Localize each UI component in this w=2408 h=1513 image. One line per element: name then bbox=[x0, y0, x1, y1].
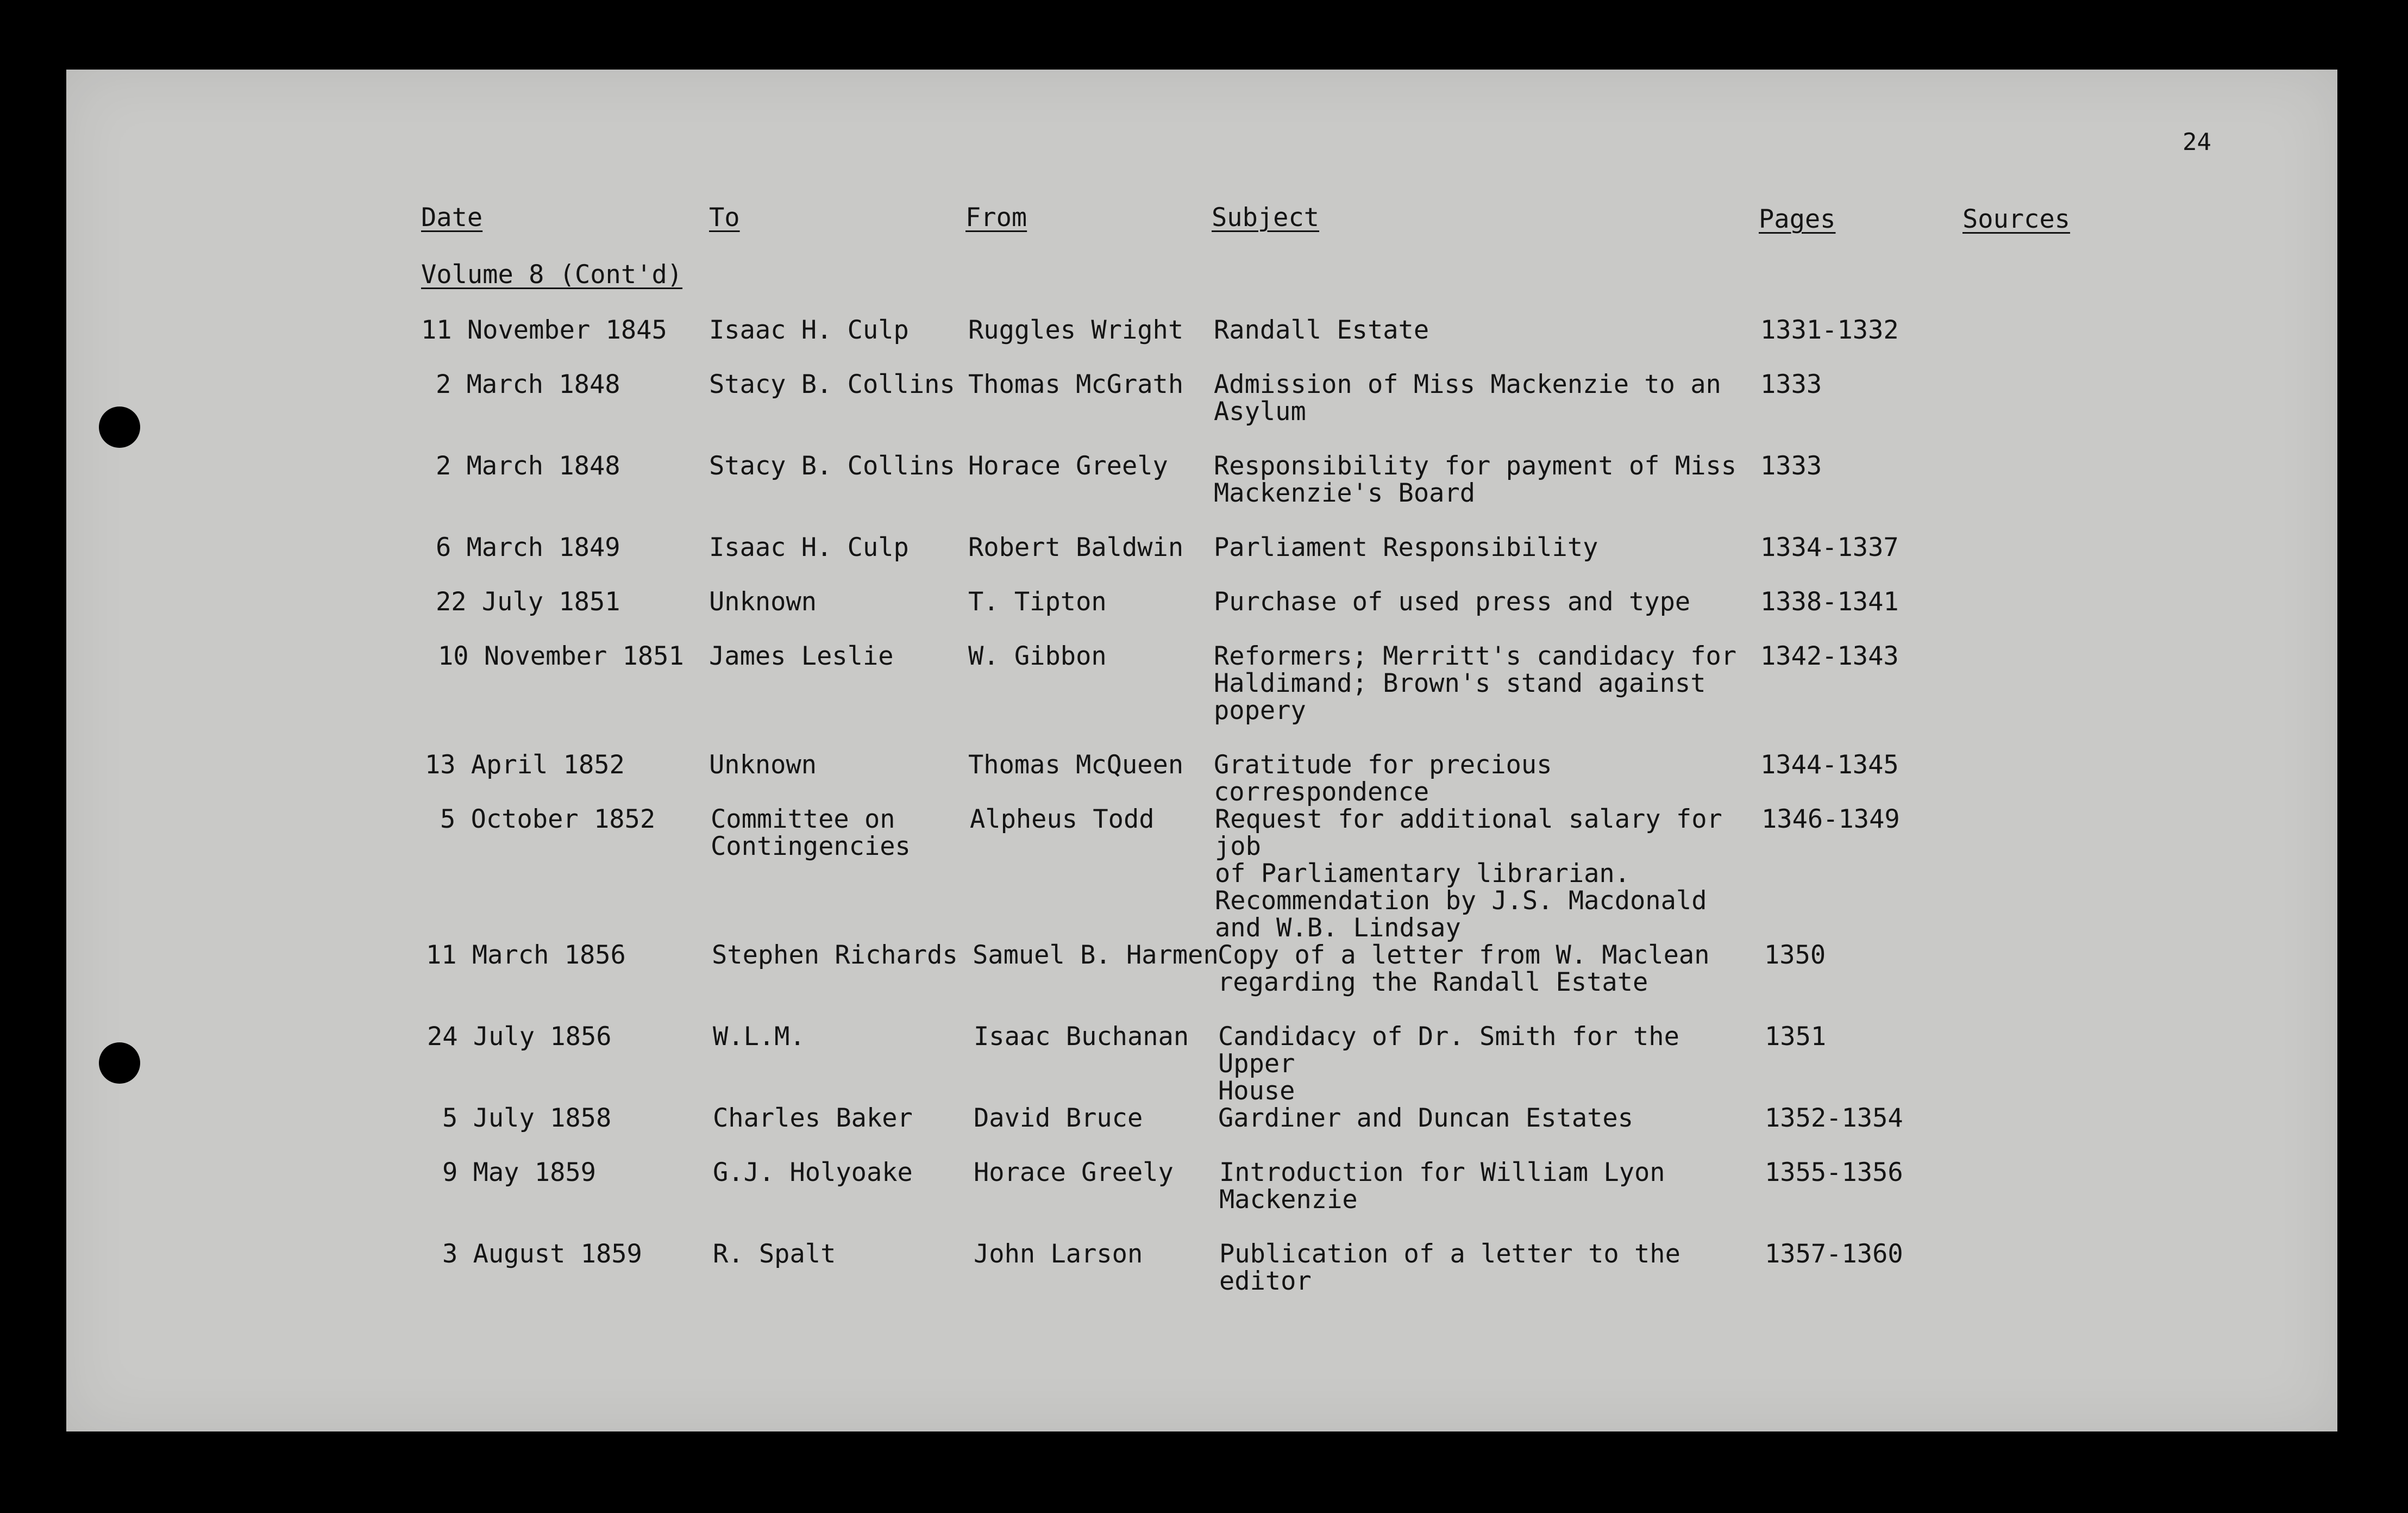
punch-hole-top bbox=[99, 407, 140, 448]
row-to: W.L.M. bbox=[713, 1022, 805, 1052]
row-date: 22 July 1851 bbox=[436, 587, 620, 617]
row-from: T. Tipton bbox=[968, 587, 1107, 617]
row-date: 24 July 1856 bbox=[427, 1022, 612, 1052]
row-pages: 1351 bbox=[1765, 1022, 1827, 1052]
row-from: Thomas McQueen bbox=[968, 750, 1184, 780]
row-pages: 1352-1354 bbox=[1765, 1103, 1903, 1133]
row-date: 2 March 1848 bbox=[436, 451, 620, 481]
row-date: 9 May 1859 bbox=[442, 1158, 596, 1187]
row-date: 11 March 1856 bbox=[426, 940, 626, 970]
row-date: 10 November 1851 bbox=[438, 641, 684, 671]
row-subject: Admission of Miss Mackenzie to an Asylum bbox=[1214, 370, 1721, 427]
row-from: W. Gibbon bbox=[968, 641, 1107, 671]
row-pages: 1331-1332 bbox=[1760, 315, 1899, 345]
row-date: 11 November 1845 bbox=[421, 315, 667, 345]
row-from: John Larson bbox=[974, 1239, 1143, 1269]
row-pages: 1346-1349 bbox=[1761, 804, 1900, 834]
row-from: Samuel B. Harmen bbox=[973, 940, 1219, 970]
row-from: Horace Greely bbox=[968, 451, 1168, 481]
row-subject: Parliament Responsibility bbox=[1214, 533, 1598, 562]
row-date: 2 March 1848 bbox=[436, 370, 620, 399]
row-subject: Publication of a letter to the editor bbox=[1219, 1239, 1680, 1296]
row-pages: 1333 bbox=[1760, 370, 1822, 399]
row-date: 5 July 1858 bbox=[442, 1103, 612, 1133]
row-from: Horace Greely bbox=[974, 1158, 1174, 1187]
document-page bbox=[66, 70, 2337, 1431]
row-to: Stacy B. Collins bbox=[709, 451, 955, 481]
header-date: Date bbox=[421, 203, 483, 233]
header-subject: Subject bbox=[1212, 203, 1320, 233]
row-subject: Responsibility for payment of Miss Mackenzie's Board bbox=[1214, 451, 1737, 508]
row-pages: 1350 bbox=[1764, 940, 1826, 970]
row-date: 6 March 1849 bbox=[436, 533, 620, 562]
page-number: 24 bbox=[2183, 128, 2211, 156]
row-to: Charles Baker bbox=[713, 1103, 913, 1133]
row-pages: 1357-1360 bbox=[1765, 1239, 1903, 1269]
row-subject: Purchase of used press and type bbox=[1214, 587, 1691, 617]
row-date: 3 August 1859 bbox=[442, 1239, 642, 1269]
row-to: Unknown bbox=[709, 587, 817, 617]
row-subject: Candidacy of Dr. Smith for the Upper House bbox=[1218, 1022, 1679, 1106]
row-date: 5 October 1852 bbox=[440, 804, 656, 834]
row-subject: Introduction for William Lyon Mackenzie bbox=[1219, 1158, 1665, 1215]
row-from: Isaac Buchanan bbox=[974, 1022, 1189, 1052]
punch-hole-bottom bbox=[99, 1042, 140, 1084]
row-subject: Copy of a letter from W. Maclean regarding the Randall Estate bbox=[1218, 940, 1710, 997]
row-subject: Randall Estate bbox=[1214, 315, 1429, 345]
row-to: Stephen Richards bbox=[712, 940, 958, 970]
row-pages: 1344-1345 bbox=[1760, 750, 1899, 780]
row-pages: 1333 bbox=[1760, 451, 1822, 481]
row-to: Isaac H. Culp bbox=[709, 315, 909, 345]
row-subject: Gardiner and Duncan Estates bbox=[1218, 1103, 1634, 1133]
section-label: Volume 8 (Cont'd) bbox=[421, 260, 683, 290]
row-pages: 1334-1337 bbox=[1760, 533, 1899, 562]
row-to: Isaac H. Culp bbox=[709, 533, 909, 562]
row-pages: 1342-1343 bbox=[1760, 641, 1899, 671]
row-date: 13 April 1852 bbox=[425, 750, 625, 780]
row-to: Committee on Contingencies bbox=[711, 804, 911, 861]
row-to: James Leslie bbox=[709, 641, 894, 671]
row-subject: Reformers; Merritt's candidacy for Haldimand; Brown's stand against popery bbox=[1214, 641, 1737, 726]
header-from: From bbox=[965, 203, 1027, 233]
row-from: Thomas McGrath bbox=[968, 370, 1184, 399]
row-from: Alpheus Todd bbox=[970, 804, 1155, 834]
row-subject: Gratitude for precious correspondence bbox=[1214, 750, 1552, 807]
row-pages: 1338-1341 bbox=[1760, 587, 1899, 617]
row-from: David Bruce bbox=[974, 1103, 1143, 1133]
row-to: Stacy B. Collins bbox=[709, 370, 955, 399]
row-to: Unknown bbox=[709, 750, 817, 780]
row-to: R. Spalt bbox=[713, 1239, 836, 1269]
header-sources: Sources bbox=[1962, 204, 2071, 234]
row-pages: 1355-1356 bbox=[1765, 1158, 1903, 1187]
header-to: To bbox=[709, 203, 740, 233]
row-from: Ruggles Wright bbox=[968, 315, 1184, 345]
row-subject: Request for additional salary for job of Parliamentary librarian. Recommendation by J.S. Macdonald and W.B. Lindsay bbox=[1215, 804, 1722, 943]
row-to: G.J. Holyoake bbox=[713, 1158, 913, 1187]
row-from: Robert Baldwin bbox=[968, 533, 1184, 562]
header-pages: Pages bbox=[1759, 204, 1836, 234]
